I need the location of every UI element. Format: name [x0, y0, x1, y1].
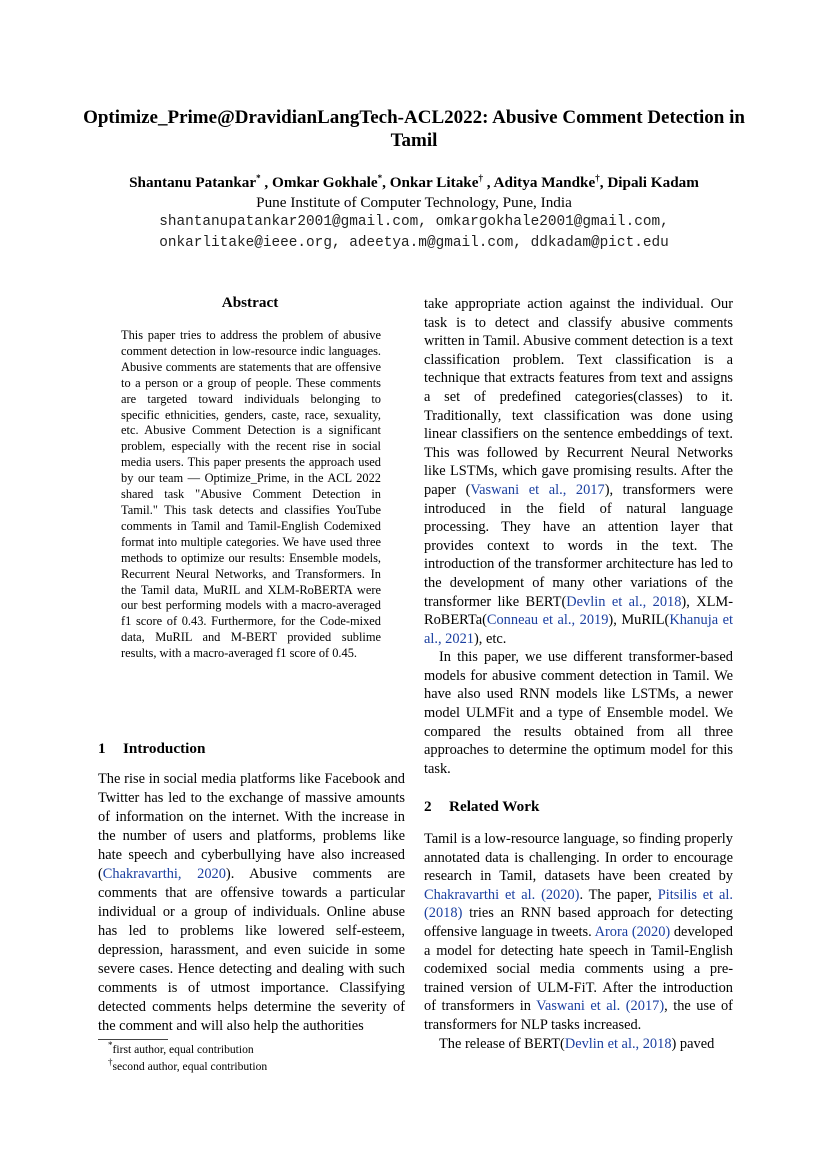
paper-title: Optimize_Prime@DravidianLangTech-ACL2022: Abusive Comment Detection in Tamil [83, 107, 745, 151]
citation-link[interactable]: Chakravarthi, 2020 [102, 866, 226, 882]
section-heading-related-work [424, 798, 539, 816]
author-name: Shantanu Patankar [129, 174, 257, 191]
citation-link[interactable]: Vaswani et al. (2017) [536, 998, 665, 1015]
introduction-continued [424, 295, 733, 778]
author-mark: † [478, 172, 483, 183]
footnote-2 [108, 1057, 268, 1073]
email-line[interactable]: onkarlitake@ieee.org, adeetya.m@gmail.com, ddkadam@pict.edu [159, 235, 669, 251]
author-mark: † [595, 172, 600, 183]
abstract-text: This paper tries to address the problem of abusive comment detection in low-resource indic languages. Abusive comments are statements that are offensive to a person or a group of people. These comments are targeted toward individuals belonging to specific ethnicities, genders, caste, race, sexuality, etc. Abusive Comment Detection is a significant problem, especially with the recent rise in social media users. This paper presents the approach used by our team — Optimize_Prime, in the ACL 2022 shared task "Abusive Comment Detection in Tamil." This task detects and classifies YouTube comments in Tamil and Tamil-English Codemixed format into multiple categories. We have used three methods to optimize our results: Ensemble models, Recurrent Neural Networks, and Transformers. In the Tamil data, MuRIL and XLM-RoBERTA were our best performing models with a macro-averaged f1 score of 0.43. Furthermore, for the Code-mixed data, MuRIL and M-BERT provided sublime results, with a macro-averaged f1 score of 0.45. [121, 328, 381, 661]
paragraph-text: take appropriate action against the individual. Our task is to detect and classify abusive comments written in Tamil. Abusive comment detection is a text classification problem. Text classification is a technique that extracts features from text and assigns a set of predefined categories(classes) to it. Traditionally, text classification was done using linear classifiers on the sentence embeddings of text. This was followed by Recurrent Neural Networks like LSTMs, which gave promising results. After the paper ( [424, 296, 733, 498]
footnote-mark: † [108, 1057, 113, 1068]
footnote-text: first author, equal contribution [112, 1043, 254, 1056]
section-heading-introduction [98, 740, 205, 758]
paragraph-text: ), XLM-RoBERTa( [424, 593, 733, 629]
email-line[interactable]: shantanupatankar2001@gmail.com, omkargokhale2001@gmail.com, [159, 214, 669, 230]
paragraph-text: Tamil is a low-resource language, so finding properly annotated data is challenging. In order to encourage research in Tamil, datasets have been created by [424, 831, 733, 885]
introduction-paragraph [98, 770, 405, 1036]
author-name: Omkar Gokhale [272, 174, 378, 191]
abstract-heading: Abstract [221, 294, 279, 311]
paragraph-text: ). Abusive comments are comments that are offensive towards a particular individual or a group of individuals. Online abuse has led to problems like lowered self-esteem, depression, harassment, and even suicide in some severe cases. Hence detecting and dealing with such comments is of utmost importance. Classifying detected comments helps determine the severity of the comment and will also help the authorities [98, 866, 405, 1034]
author-list: Shantanu Patankar* , Omkar Gokhale*, Onkar Litake† , Aditya Mandke†, Dipali Kadam [129, 172, 699, 191]
citation-link[interactable]: Vaswani et al., 2017 [470, 481, 605, 498]
paragraph-text: In this paper, we use different transformer-based models for abusive comment detection in Tamil. We have also used RNN models like LSTMs, a newer model ULMFit and a type of Ensemble model. We compared the results obtained from all three approaches to determine the optimum model for this task. [424, 649, 733, 777]
footnote-1 [108, 1040, 254, 1056]
section-title: Related Work [449, 798, 540, 815]
paragraph-text: ), etc. [473, 630, 507, 647]
section-number: 2 [424, 798, 432, 815]
citation-link[interactable]: Arora (2020) [594, 923, 671, 940]
related-work-paragraph [424, 830, 733, 1053]
paragraph-text: The rise in social media platforms like Facebook and Twitter has led to the exchange of massive amounts of information on the internet. With the increase in the number of users and platforms, problems like hate speech and cyberbullying have also increased ( [98, 771, 405, 882]
author-name: Dipali Kadam [607, 174, 699, 191]
author-emails [40, 212, 788, 254]
author-mark: * [377, 172, 383, 183]
paragraph-text: The release of BERT( [439, 1035, 565, 1052]
footnote-text: second author, equal contribution [112, 1060, 268, 1073]
paragraph-text: . The paper, [579, 886, 658, 903]
citation-link[interactable]: Chakravarthi et al. (2020) [424, 886, 580, 903]
paragraph-text: ), transformers were introduced in the field of natural language processing. They have an attention layer that provides context to words in the text. The introduction of the transformer architecture has led to the development of many other variations of the transformer like BERT( [424, 481, 733, 610]
citation-link[interactable]: Khanuja et al., 2021 [424, 612, 734, 647]
paragraph-text: , the use of transformers for NLP tasks increased. [424, 998, 733, 1033]
citation-link[interactable]: Devlin et al., 2018 [564, 1035, 672, 1052]
author-name: Onkar Litake [389, 174, 479, 191]
affiliation: Pune Institute of Computer Technology, Pune, India [256, 194, 572, 211]
citation-link[interactable]: Pitsilis et al. (2018) [424, 886, 734, 922]
paragraph-text: ) paved [671, 1035, 715, 1052]
footnote-mark: * [108, 1040, 113, 1051]
citation-link[interactable]: Conneau et al., 2019 [486, 612, 609, 629]
author-name: Aditya Mandke [493, 174, 596, 191]
paragraph-text: tries an RNN based approach for detecting offensive language in tweets. [424, 905, 733, 940]
citation-link[interactable]: Devlin et al., 2018 [566, 593, 682, 610]
paragraph-text: ), MuRIL( [608, 612, 670, 629]
section-number: 1 [98, 740, 106, 757]
section-title: Introduction [123, 740, 206, 757]
paragraph-text: developed a model for detecting hate speech in Tamil-English codemixed social media comments using a pre-trained version of ULM-FiT. After the introduction of transformers in [424, 923, 733, 1015]
author-mark: * [256, 172, 261, 183]
